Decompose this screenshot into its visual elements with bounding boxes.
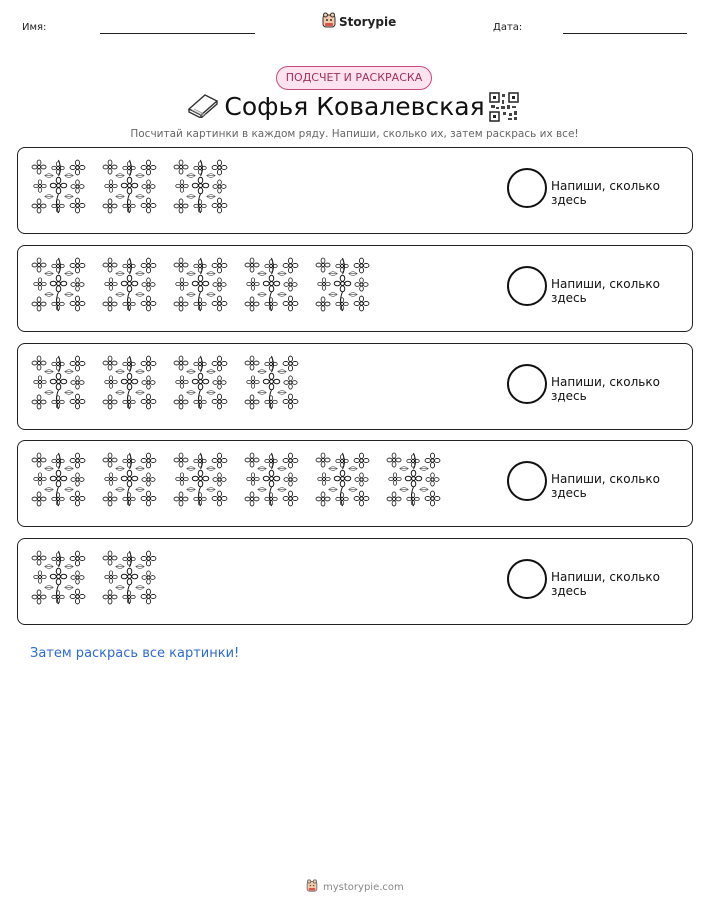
write-count-label: Напиши, сколько здесь: [551, 277, 660, 305]
picture-group: [30, 158, 229, 215]
picture-group: [30, 354, 300, 411]
floral-pattern-icon[interactable]: [243, 354, 300, 411]
floral-pattern-icon[interactable]: [30, 158, 87, 215]
floral-pattern-icon[interactable]: [101, 256, 158, 313]
floral-pattern-icon[interactable]: [30, 256, 87, 313]
floral-pattern-icon[interactable]: [172, 158, 229, 215]
worksheet-title: Софья Ковалевская: [224, 92, 485, 121]
floral-pattern-icon[interactable]: [385, 451, 442, 508]
floral-pattern-icon[interactable]: [172, 354, 229, 411]
answer-circle[interactable]: [507, 461, 547, 501]
count-row: [17, 538, 693, 625]
floral-pattern-icon[interactable]: [30, 354, 87, 411]
answer-circle[interactable]: [507, 559, 547, 599]
answer-circle[interactable]: [507, 266, 547, 306]
footer-url: mystorypie.com: [323, 881, 404, 893]
qr-code-icon: [489, 92, 519, 126]
storypie-mascot-icon: [322, 12, 336, 32]
floral-pattern-icon[interactable]: [314, 451, 371, 508]
floral-pattern-icon[interactable]: [243, 256, 300, 313]
floral-pattern-icon[interactable]: [172, 256, 229, 313]
picture-group: [30, 256, 371, 313]
category-badge: ПОДСЧЕТ И РАСКРАСКА: [276, 66, 432, 90]
name-label: Имя:: [22, 22, 47, 33]
write-count-label: Напиши, сколько здесь: [551, 472, 660, 500]
closing-instruction: Затем раскрась все картинки!: [30, 646, 240, 661]
floral-pattern-icon[interactable]: [101, 354, 158, 411]
write-count-label: Напиши, сколько здесь: [551, 179, 660, 207]
write-count-label: Напиши, сколько здесь: [551, 375, 660, 403]
instructions: Посчитай картинки в каждом ряду. Напиши, сколько их, затем раскрась их все!: [130, 128, 579, 140]
answer-circle[interactable]: [507, 364, 547, 404]
count-row: [17, 440, 693, 527]
worksheet-header: [0, 0, 709, 50]
count-row: [17, 147, 693, 234]
answer-circle[interactable]: [507, 168, 547, 208]
count-row: [17, 245, 693, 332]
write-count-label: Напиши, сколько здесь: [551, 570, 660, 598]
storypie-logo: [322, 12, 396, 32]
floral-pattern-icon[interactable]: [30, 451, 87, 508]
date-label: Дата:: [493, 22, 523, 33]
storypie-mascot-icon: [306, 879, 318, 895]
picture-group: [30, 549, 158, 606]
count-row: [17, 343, 693, 430]
floral-pattern-icon[interactable]: [101, 158, 158, 215]
floral-pattern-icon[interactable]: [314, 256, 371, 313]
name-line: [100, 33, 255, 34]
picture-group: [30, 451, 442, 508]
footer: [306, 879, 404, 895]
date-line: [563, 33, 687, 34]
floral-pattern-icon[interactable]: [101, 451, 158, 508]
brand-name: Storypie: [339, 15, 397, 29]
floral-pattern-icon[interactable]: [101, 549, 158, 606]
floral-pattern-icon[interactable]: [172, 451, 229, 508]
floral-pattern-icon[interactable]: [243, 451, 300, 508]
floral-pattern-icon[interactable]: [30, 549, 87, 606]
